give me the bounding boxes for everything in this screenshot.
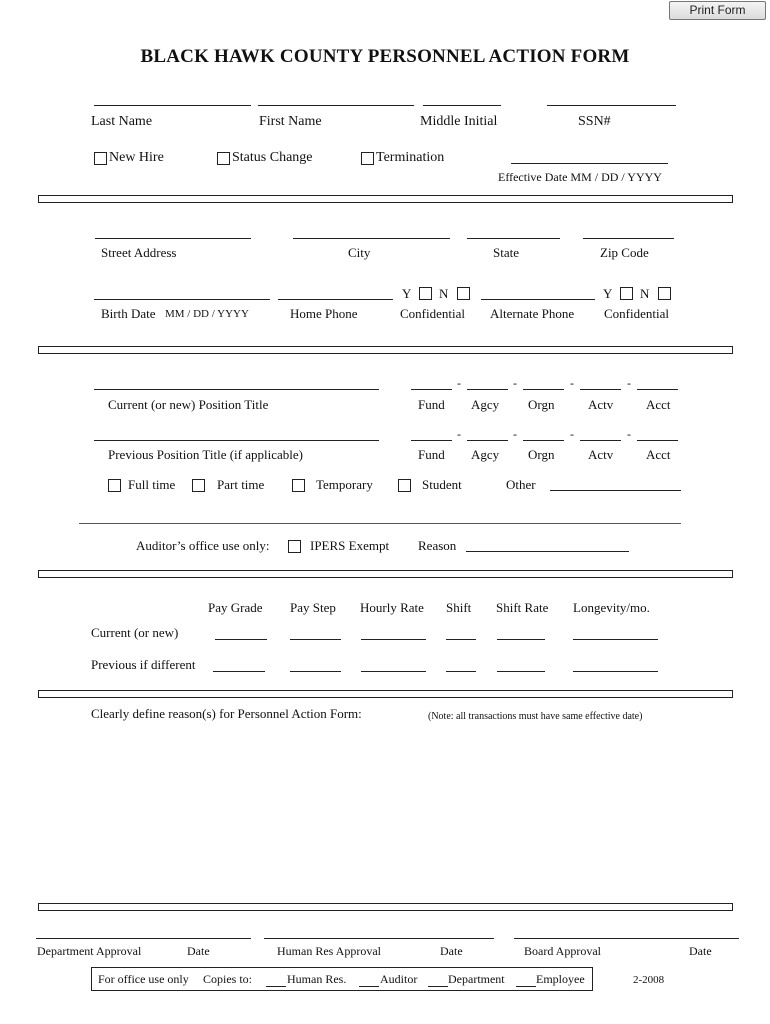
previous-shift-rate-field[interactable] (497, 671, 545, 672)
state-field[interactable] (467, 238, 560, 239)
human-res-copy-field[interactable] (266, 986, 286, 987)
new-hire-checkbox[interactable] (94, 152, 107, 165)
home-phone-confidential-yes-checkbox[interactable] (419, 287, 432, 300)
office-use-label: For office use only (98, 972, 189, 986)
department-copy-field[interactable] (428, 986, 448, 987)
part-time-checkbox[interactable] (192, 479, 205, 492)
dash: - (570, 427, 574, 441)
previous-hourly-rate-field[interactable] (361, 671, 426, 672)
section-divider (38, 690, 733, 698)
middle-initial-label: Middle Initial (420, 114, 498, 129)
current-fund-field[interactable] (411, 389, 452, 390)
department-approval-field[interactable] (36, 938, 251, 939)
employee-copy-label: Employee (536, 972, 585, 986)
zip-code-field[interactable] (583, 238, 674, 239)
human-res-approval-label: Human Res Approval (277, 944, 381, 958)
ssn-field[interactable] (547, 105, 676, 106)
alt-phone-confidential-no-checkbox[interactable] (658, 287, 671, 300)
department-approval-label: Department Approval (37, 944, 142, 958)
first-name-label: First Name (259, 114, 322, 129)
birth-date-format: MM / DD / YYYY (165, 308, 249, 320)
reasons-text-area[interactable] (90, 730, 690, 895)
middle-initial-field[interactable] (423, 105, 501, 106)
hourly-rate-header: Hourly Rate (360, 600, 424, 615)
birth-date-label: Birth Date (101, 306, 156, 321)
alt-phone-confidential-label: Confidential (604, 306, 669, 321)
termination-checkbox[interactable] (361, 152, 374, 165)
reasons-note: (Note: all transactions must have same effective date) (428, 711, 643, 722)
fund-label: Fund (418, 397, 445, 412)
ipers-exempt-checkbox[interactable] (288, 540, 301, 553)
current-pay-label: Current (or new) (91, 625, 179, 640)
city-field[interactable] (293, 238, 450, 239)
current-actv-field[interactable] (580, 389, 621, 390)
dash: - (457, 427, 461, 441)
acct-label: Acct (646, 447, 671, 462)
zip-code-label: Zip Code (600, 245, 649, 260)
previous-agcy-field[interactable] (467, 440, 508, 441)
alt-phone-yes-label: Y (603, 286, 613, 301)
auditor-reason-field[interactable] (466, 551, 629, 552)
previous-longevity-field[interactable] (573, 671, 658, 672)
acct-label: Acct (646, 397, 671, 412)
reason-label: Reason (418, 538, 457, 553)
agcy-label: Agcy (471, 447, 500, 462)
section-divider (38, 346, 733, 354)
dash: - (513, 427, 517, 441)
alt-phone-confidential-yes-checkbox[interactable] (620, 287, 633, 300)
dash: - (627, 376, 631, 390)
alt-phone-no-label: N (640, 286, 650, 301)
current-shift-rate-field[interactable] (497, 639, 545, 640)
previous-actv-field[interactable] (580, 440, 621, 441)
actv-label: Actv (588, 447, 614, 462)
dash: - (513, 376, 517, 390)
agcy-label: Agcy (471, 397, 500, 412)
street-address-field[interactable] (95, 238, 251, 239)
current-acct-field[interactable] (637, 389, 678, 390)
auditor-copy-field[interactable] (359, 986, 379, 987)
board-approval-field[interactable] (514, 938, 739, 939)
reasons-label: Clearly define reason(s) for Personnel Action Form: (91, 706, 362, 721)
termination-label: Termination (376, 150, 445, 165)
department-copy-label: Department (448, 972, 505, 986)
ssn-label: SSN# (578, 114, 611, 129)
shift-header: Shift (446, 600, 472, 615)
ipers-exempt-label: IPERS Exempt (310, 538, 390, 553)
alternate-phone-label: Alternate Phone (490, 306, 575, 321)
human-res-approval-field[interactable] (264, 938, 494, 939)
previous-position-title-label: Previous Position Title (if applicable) (108, 447, 303, 462)
state-label: State (493, 245, 519, 260)
last-name-label: Last Name (91, 114, 153, 129)
department-date-label: Date (187, 944, 210, 958)
previous-pay-grade-field[interactable] (213, 671, 265, 672)
longevity-header: Longevity/mo. (573, 600, 650, 615)
full-time-label: Full time (128, 477, 176, 492)
status-change-checkbox[interactable] (217, 152, 230, 165)
previous-pay-step-field[interactable] (290, 671, 341, 672)
current-position-title-field[interactable] (94, 389, 379, 390)
home-phone-confidential-label: Confidential (400, 306, 465, 321)
home-phone-label: Home Phone (290, 306, 358, 321)
effective-date-label: Effective Date MM / DD / YYYY (498, 170, 662, 184)
city-label: City (348, 245, 371, 260)
form-version: 2-2008 (633, 974, 665, 986)
section-divider (38, 195, 733, 203)
last-name-field[interactable] (94, 105, 251, 106)
employee-copy-field[interactable] (516, 986, 536, 987)
actv-label: Actv (588, 397, 614, 412)
dash: - (570, 376, 574, 390)
previous-acct-field[interactable] (637, 440, 678, 441)
auditor-label: Auditor’s office use only: (136, 538, 270, 553)
part-time-label: Part time (217, 477, 265, 492)
current-pay-step-field[interactable] (290, 639, 341, 640)
pay-grade-header: Pay Grade (208, 600, 263, 615)
first-name-field[interactable] (258, 105, 414, 106)
current-orgn-field[interactable] (523, 389, 564, 390)
temporary-label: Temporary (316, 477, 373, 492)
orgn-label: Orgn (528, 397, 555, 412)
section-divider (38, 903, 733, 911)
human-res-copy-label: Human Res. (287, 972, 347, 986)
board-approval-label: Board Approval (524, 944, 601, 958)
other-field[interactable] (550, 490, 681, 491)
section-divider (38, 570, 733, 578)
divider-line (79, 523, 681, 524)
alternate-phone-field[interactable] (481, 299, 595, 300)
current-pay-grade-field[interactable] (215, 639, 267, 640)
current-hourly-rate-field[interactable] (361, 639, 426, 640)
home-phone-confidential-no-checkbox[interactable] (457, 287, 470, 300)
board-date-label: Date (689, 944, 712, 958)
orgn-label: Orgn (528, 447, 555, 462)
birth-date-field[interactable] (94, 299, 270, 300)
dash: - (457, 376, 461, 390)
human-res-date-label: Date (440, 944, 463, 958)
previous-shift-field[interactable] (446, 671, 476, 672)
dash: - (627, 427, 631, 441)
home-phone-no-label: N (439, 286, 449, 301)
current-agcy-field[interactable] (467, 389, 508, 390)
previous-orgn-field[interactable] (523, 440, 564, 441)
auditor-copy-label: Auditor (380, 972, 418, 986)
form-title: BLACK HAWK COUNTY PERSONNEL ACTION FORM (140, 46, 630, 67)
status-change-label: Status Change (232, 150, 313, 165)
print-form-button[interactable]: Print Form (669, 1, 766, 20)
student-checkbox[interactable] (398, 479, 411, 492)
shift-rate-header: Shift Rate (496, 600, 549, 615)
current-longevity-field[interactable] (573, 639, 658, 640)
current-shift-field[interactable] (446, 639, 476, 640)
previous-fund-field[interactable] (411, 440, 452, 441)
home-phone-yes-label: Y (402, 286, 412, 301)
previous-pay-label: Previous if different (91, 657, 196, 672)
current-position-title-label: Current (or new) Position Title (108, 397, 269, 412)
street-address-label: Street Address (101, 245, 177, 260)
home-phone-field[interactable] (278, 299, 393, 300)
effective-date-field[interactable] (511, 163, 668, 164)
new-hire-label: New Hire (109, 150, 164, 165)
previous-position-title-field[interactable] (94, 440, 379, 441)
full-time-checkbox[interactable] (108, 479, 121, 492)
other-label: Other (506, 477, 536, 492)
pay-step-header: Pay Step (290, 600, 336, 615)
student-label: Student (422, 477, 462, 492)
copies-to-label: Copies to: (203, 972, 253, 986)
temporary-checkbox[interactable] (292, 479, 305, 492)
fund-label: Fund (418, 447, 445, 462)
